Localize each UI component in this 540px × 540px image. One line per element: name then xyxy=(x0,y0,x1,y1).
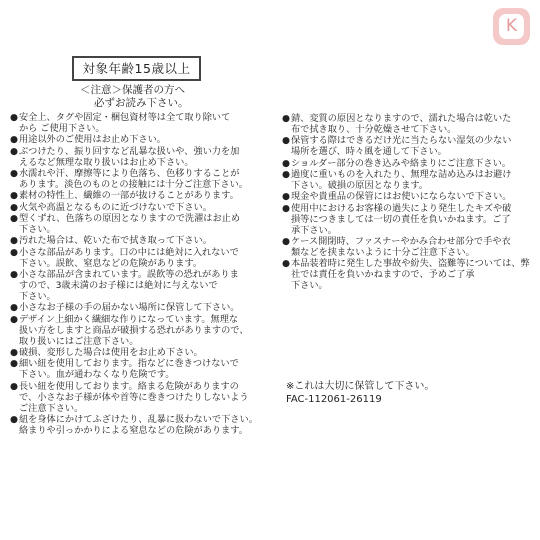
bullet-icon: ● xyxy=(10,413,19,425)
caution-item xyxy=(10,113,272,135)
caution-text: 小さな部品が含まれています。誤飲等の恐れがありま すので、3歳未満のお子様には絶対に与えないで 下さい。 xyxy=(19,269,239,302)
caution-item xyxy=(10,359,272,381)
age-label: 対象年齢15歳以上 xyxy=(72,56,201,81)
notice-line-2: 必ずお読み下さい。 xyxy=(94,97,189,109)
bullet-icon: ● xyxy=(282,135,291,147)
caution-item xyxy=(10,248,272,270)
bullet-icon: ● xyxy=(10,302,19,314)
caution-item xyxy=(10,169,272,191)
caution-text: 錆、変質の原因となりますので、濡れた場合は乾いた 布で拭き取り、十分乾燥させて下さい。 xyxy=(291,113,512,135)
caution-text: 過度に重いものを入れたり、無理な詰め込みはお避け 下さい。破損の原因となります。 xyxy=(291,169,512,191)
caution-text: 汚れた場合は、乾いた布で拭き取って下さい。 xyxy=(19,235,212,247)
bullet-icon: ● xyxy=(10,347,19,359)
bullet-icon: ● xyxy=(282,169,291,181)
caution-item xyxy=(282,114,537,136)
brand-logo xyxy=(493,8,530,45)
bullet-icon: ● xyxy=(282,191,291,203)
caution-text: ショルダー部分の巻き込みや絡まりにご注意下さい。 xyxy=(291,157,511,169)
caution-item xyxy=(10,382,272,415)
bullet-icon: ● xyxy=(282,258,291,270)
caution-text: 小さなお子様の手の届かない場所に保管して下さい。 xyxy=(19,302,240,314)
bullet-icon: ● xyxy=(10,145,19,157)
caution-item xyxy=(282,259,537,292)
caution-item xyxy=(10,315,272,348)
bullet-icon: ● xyxy=(10,134,19,146)
bullet-icon: ● xyxy=(10,190,19,202)
caution-item xyxy=(10,214,272,236)
caution-text: 小さな部品があります。口の中には絶対に入れないで 下さい。誤飲、窒息などの危険があります。 xyxy=(19,246,239,269)
caution-item xyxy=(282,136,537,158)
caution-text: ケース開閉時、ファスナーやかみ合わせ部分で手や衣 類などを挟まないように十分ご注意下さい。 xyxy=(291,235,511,258)
bullet-icon: ● xyxy=(282,157,291,169)
caution-list-right xyxy=(282,114,537,293)
caution-text: 本品装着時に発生した事故や紛失、盗難等については、弊社では責任を負いかねますので、予めご了承 下さい。 xyxy=(291,258,530,292)
bullet-icon: ● xyxy=(10,112,19,123)
footer xyxy=(286,381,434,406)
bullet-icon: ● xyxy=(10,201,19,213)
product-code: FAC-112061-26119 xyxy=(286,393,382,405)
caution-item xyxy=(282,192,537,203)
bullet-icon: ● xyxy=(282,202,291,214)
caution-text: 素材の特性上、繊維の一部が抜けることがあります。 xyxy=(19,190,239,202)
caution-text: 用途以外のご使用はお止め下さい。 xyxy=(19,134,166,146)
bullet-icon: ● xyxy=(10,358,19,370)
caution-item xyxy=(282,159,537,170)
guardian-notice xyxy=(80,84,189,110)
keep-note: ※これは大切に保管して下さい。 xyxy=(286,381,435,392)
caution-text: 細い紐を使用しております。指などに巻きつけないで 下さい。血が通わなくなり危険です。 xyxy=(19,358,239,381)
bullet-icon: ● xyxy=(10,168,19,180)
caution-text: 型くずれ、色落ちの原因となりますので洗濯はお止め 下さい。 xyxy=(19,213,241,236)
caution-item xyxy=(282,170,537,192)
caution-list-left xyxy=(10,113,272,437)
bullet-icon: ● xyxy=(10,380,19,392)
bullet-icon: ● xyxy=(282,235,291,247)
caution-text: デザイン上細かく繊細な作りになっています。無理な 扱い方をしますと商品が破損する恐れがありますので、 取り扱いにはご注意下さい。 xyxy=(19,313,249,347)
caution-text: 紐を身体にかけてふざけたり、乱暴に扱わないで下さい。 絡まりや引っかかりによる窒息などの危険があります。 xyxy=(19,413,258,436)
bullet-icon: ● xyxy=(10,235,19,247)
caution-text: 安全上、タグや固定・梱包資材等は全て取り除いて から ご使用下さい。 xyxy=(19,112,231,134)
caution-item xyxy=(10,270,272,303)
caution-item xyxy=(10,135,272,146)
bullet-icon: ● xyxy=(10,313,19,325)
caution-item xyxy=(10,147,272,169)
caution-text: 保管する際はできるだけ光に当たらない湿気の少ない 場所を選び、時々風を通して下さい。 xyxy=(291,135,512,158)
bullet-icon: ● xyxy=(282,113,291,124)
caution-text: ぶつけたり、振り回すなど乱暴な扱いや、強い力を加 えるなど無理な取り扱いはお止め下さい。 xyxy=(19,145,240,168)
caution-item xyxy=(282,204,537,237)
caution-text: 使用中におけるお客様の過失により発生したキズや破 損等につきましては一切の責任を負いかねます。ご了 承下さい。 xyxy=(291,202,512,236)
notice-line-1: ＜注意＞保護者の方へ xyxy=(80,84,185,96)
caution-item xyxy=(10,415,272,437)
caution-text: 火気や高温となるものに近づけないで下さい。 xyxy=(19,201,212,213)
bullet-icon: ● xyxy=(10,269,19,281)
caution-text: 破損、変形した場合は使用をお止め下さい。 xyxy=(19,347,203,359)
caution-item xyxy=(282,237,537,259)
caution-text: 水濡れや汗、摩擦等により色落ち、色移りすることが あります。淡色のものとの接触には十分ご注意下さい。 xyxy=(19,168,248,190)
caution-item xyxy=(10,236,272,247)
caution-text: 長い紐を使用しております。絡まる危険がありますの で、小さなお子様が体や首等に巻きつけたりしないよう ご注意下さい。 xyxy=(19,380,249,414)
bullet-icon: ● xyxy=(10,246,19,258)
caution-item xyxy=(10,191,272,202)
caution-item xyxy=(10,303,272,314)
bullet-icon: ● xyxy=(10,213,19,225)
caution-text: 現金や貴重品の保管にはお使いにならないで下さい。 xyxy=(291,191,512,203)
brand-logo-letter: K xyxy=(499,14,524,39)
